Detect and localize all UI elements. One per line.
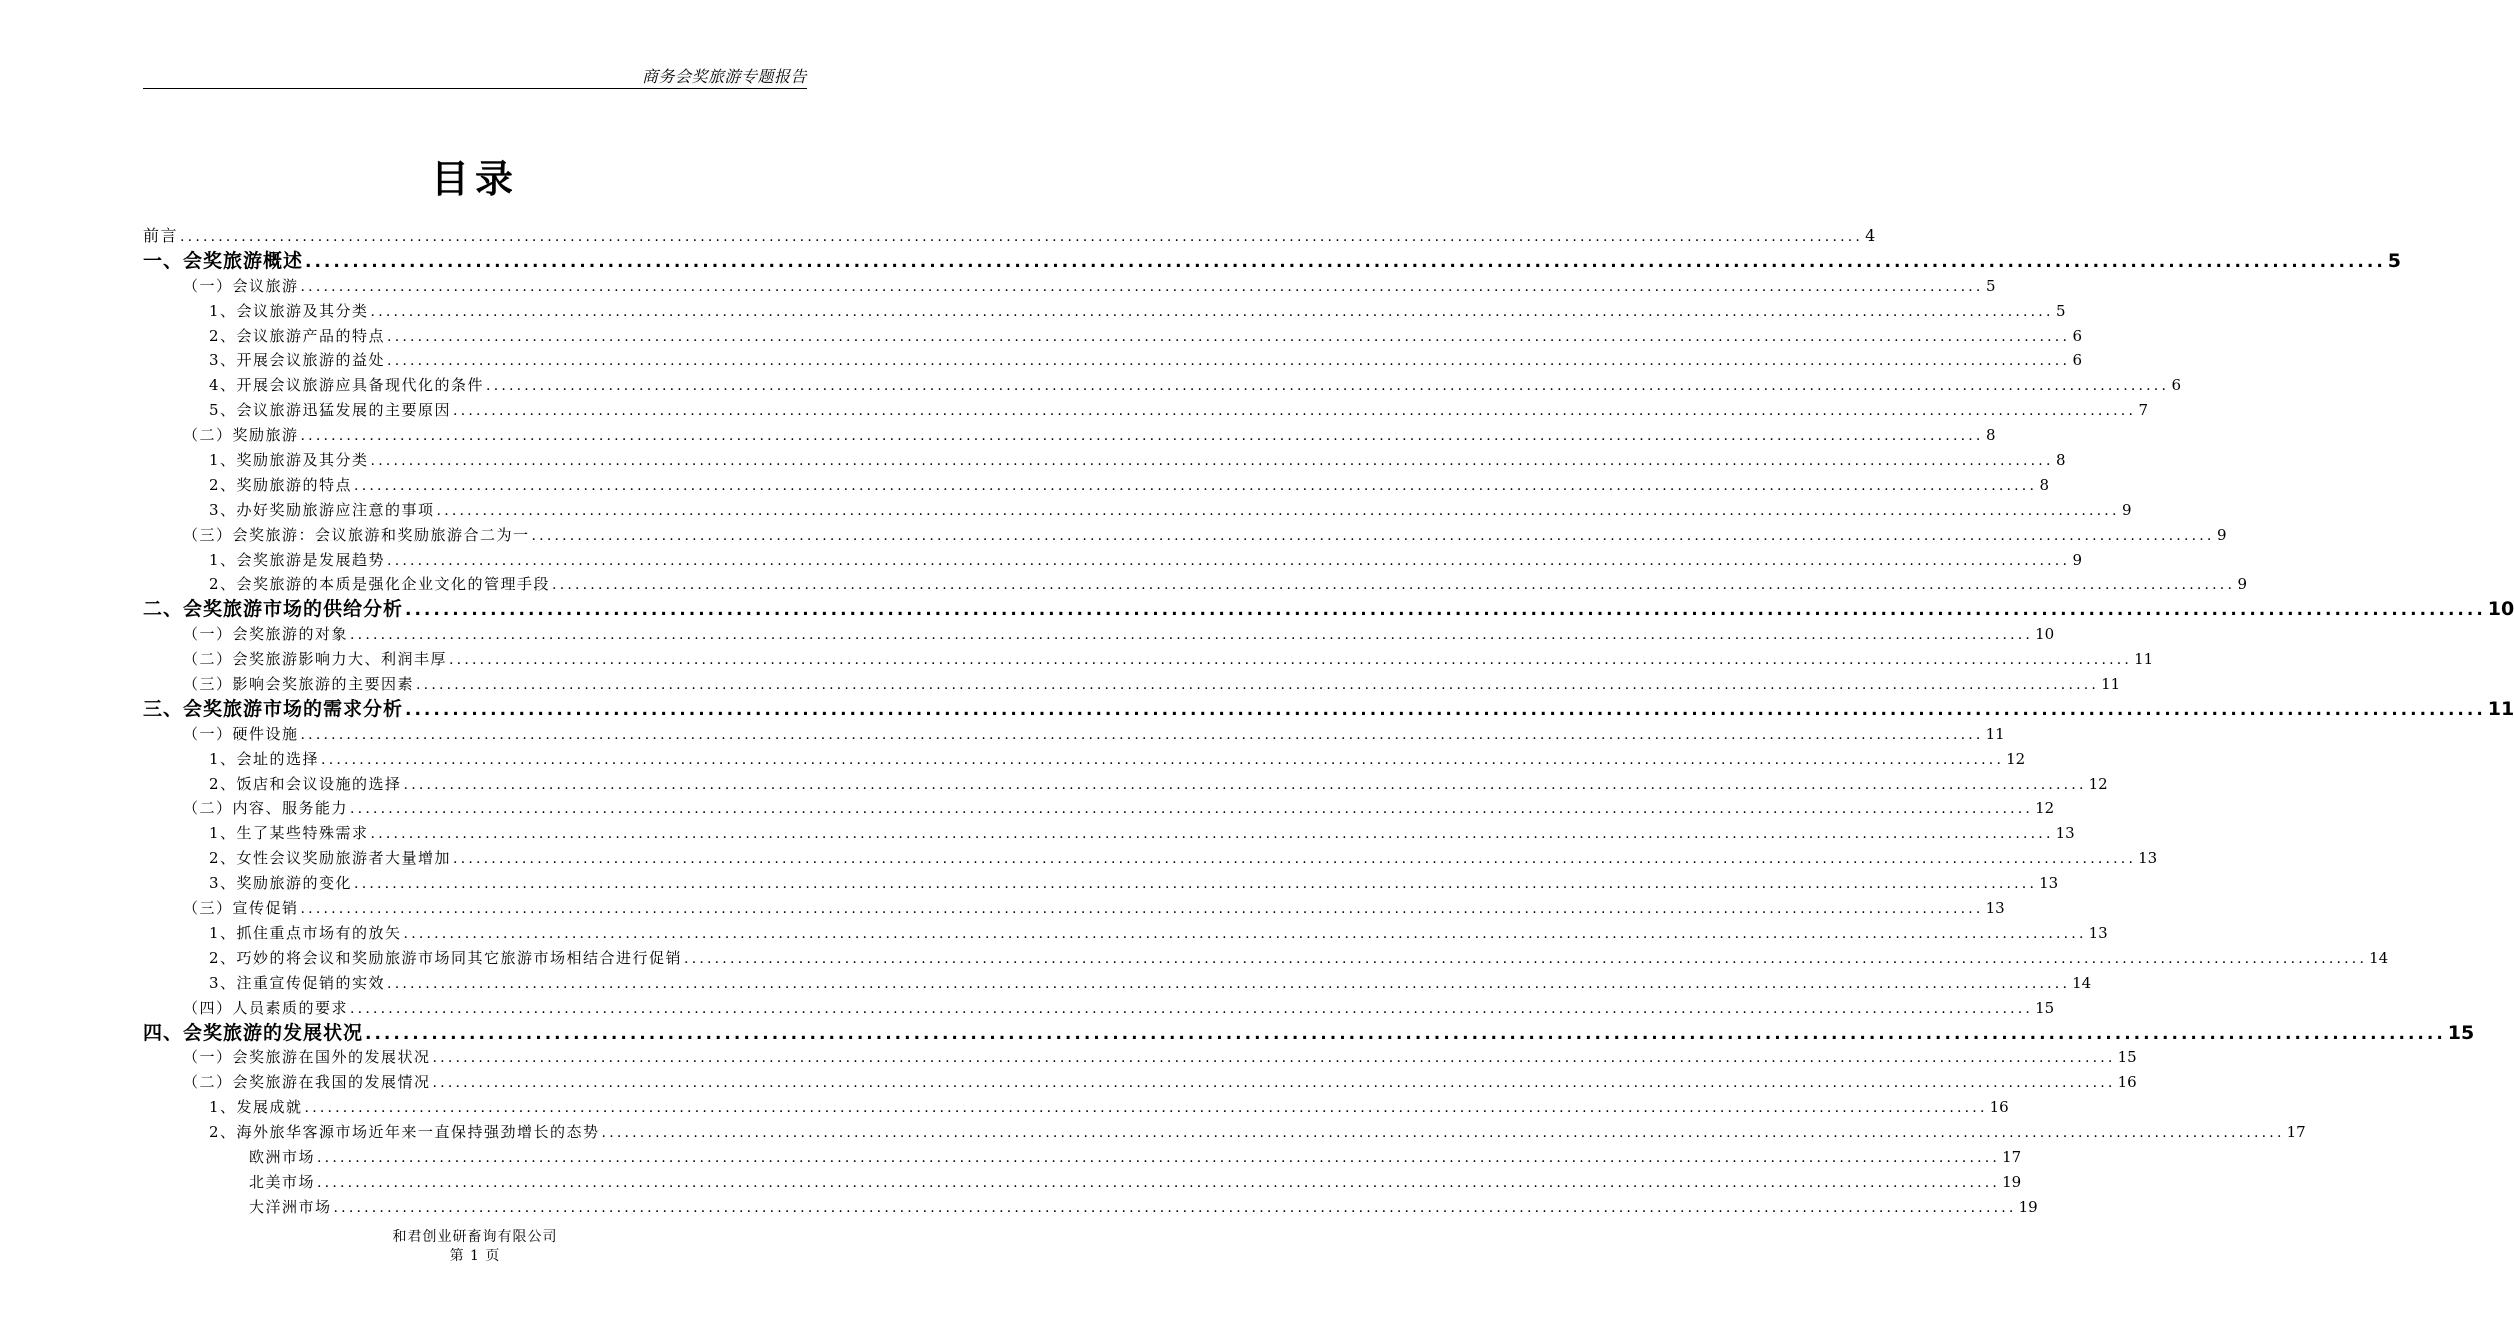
toc-entry[interactable] — [143, 1145, 2022, 1170]
toc-entry-label: 4、开展会议旅游应具备现代化的条件 — [209, 376, 485, 395]
table-of-contents — [143, 224, 2514, 1220]
toc-entry-page: 13 — [2088, 923, 2108, 942]
toc-leader-dots: ............................................................................................................................................................................................................................ — [486, 378, 2170, 395]
toc-entry-page: 10 — [2035, 625, 2055, 644]
page-title: 目录 — [430, 157, 519, 201]
toc-entry[interactable] — [143, 1195, 2038, 1220]
toc-entry-label: 3、办好奖励旅游应注意的事项 — [209, 500, 435, 519]
toc-entry-page: 12 — [2006, 749, 2026, 768]
toc-entry-page: 11 — [2134, 650, 2154, 669]
toc-entry-page: 5 — [1986, 276, 1996, 295]
toc-leader-dots: ............................................................................................................................................................................................................................ — [387, 552, 2071, 569]
toc-entry-label: 大洋洲市场 — [249, 1197, 332, 1216]
toc-entry[interactable] — [143, 896, 2005, 921]
toc-leader-dots: ............................................................................................................................................................................................................................ — [354, 876, 2038, 893]
toc-entry-page: 16 — [1989, 1098, 2009, 1117]
toc-entry[interactable] — [143, 946, 2389, 971]
toc-entry-page: 9 — [2217, 525, 2227, 544]
toc-entry[interactable] — [143, 647, 2154, 672]
toc-entry-label: 2、女性会议奖励旅游者大量增加 — [209, 849, 452, 868]
toc-entry-page: 11 — [1985, 724, 2005, 743]
toc-entry[interactable] — [143, 224, 1876, 249]
toc-entry-label: 欧洲市场 — [249, 1147, 316, 1166]
footer-page-number: 第 1 页 — [449, 1248, 501, 1264]
toc-entry[interactable] — [143, 1070, 2137, 1095]
toc-entry-label: （二）内容、服务能力 — [183, 799, 349, 818]
toc-leader-dots: ............................................................................................................................................................................................................................ — [304, 1100, 1988, 1117]
toc-leader-dots: ............................................................................................................................................................................................................................ — [300, 278, 1984, 295]
page-header — [143, 62, 807, 89]
toc-entry-label: 1、会议旅游及其分类 — [209, 301, 369, 320]
toc-leader-dots: ............................................................................................................................................................................................................................ — [333, 1199, 2017, 1216]
toc-leader-dots: ............................................................................................................................................................................................................................ — [387, 328, 2071, 345]
toc-entry-label: 3、注重宣传促销的实效 — [209, 973, 386, 992]
toc-entry-label: 北美市场 — [249, 1172, 316, 1191]
toc-leader-dots: ............................................................................................................................................................................................................................ — [405, 600, 2486, 621]
toc-entry-label: 1、会奖旅游是发展趋势 — [209, 550, 386, 569]
toc-leader-dots: ............................................................................................................................................................................................................................ — [300, 901, 1984, 918]
toc-leader-dots: ............................................................................................................................................................................................................................ — [350, 627, 2034, 644]
toc-entry-label: 1、发展成就 — [209, 1098, 303, 1117]
toc-entry[interactable] — [143, 373, 2182, 398]
toc-entry[interactable] — [143, 597, 2514, 622]
toc-entry-label: 2、巧妙的将会议和奖励旅游市场同其它旅游市场相结合进行促销 — [209, 948, 683, 967]
toc-entry[interactable] — [143, 622, 2055, 647]
toc-leader-dots: ............................................................................................................................................................................................................................ — [432, 1075, 2116, 1092]
toc-leader-dots: ............................................................................................................................................................................................................................ — [305, 251, 2386, 272]
page-footer — [0, 1228, 950, 1266]
toc-entry[interactable] — [143, 572, 2248, 597]
toc-entry-page: 8 — [1986, 426, 1996, 445]
toc-leader-dots: ............................................................................................................................................................................................................................ — [387, 353, 2071, 370]
toc-entry[interactable] — [143, 249, 2402, 274]
toc-entry[interactable] — [143, 921, 2108, 946]
toc-entry-label: 二、会奖旅游市场的供给分析 — [143, 598, 404, 621]
toc-entry-page: 14 — [2369, 948, 2389, 967]
toc-leader-dots: ............................................................................................................................................................................................................................ — [370, 453, 2054, 470]
toc-leader-dots: ............................................................................................................................................................................................................................ — [317, 1149, 2001, 1166]
toc-entry-label: 三、会奖旅游市场的需求分析 — [143, 697, 404, 720]
toc-entry[interactable] — [143, 1095, 2009, 1120]
toc-entry[interactable] — [143, 772, 2108, 797]
toc-entry-label: 1、生了某些特殊需求 — [209, 824, 369, 843]
toc-entry[interactable] — [143, 274, 1996, 299]
toc-leader-dots: ............................................................................................................................................................................................................................ — [432, 1050, 2116, 1067]
toc-entry-page: 15 — [2447, 1021, 2475, 1044]
toc-entry-page: 13 — [2055, 824, 2075, 843]
toc-entry-page: 13 — [2138, 849, 2158, 868]
toc-entry[interactable] — [143, 299, 2066, 324]
toc-entry-page: 19 — [2002, 1172, 2022, 1191]
toc-entry[interactable] — [143, 722, 2005, 747]
toc-entry[interactable] — [143, 423, 1996, 448]
toc-entry-label: 前言 — [143, 226, 179, 245]
toc-leader-dots: ............................................................................................................................................................................................................................ — [370, 303, 2054, 320]
toc-entry-label: 一、会奖旅游概述 — [143, 249, 304, 272]
toc-entry-label: 2、会议旅游产品的特点 — [209, 326, 386, 345]
toc-entry[interactable] — [143, 796, 2055, 821]
toc-entry[interactable] — [143, 523, 2227, 548]
toc-entry-page: 7 — [2138, 401, 2149, 420]
toc-entry-label: 1、抓住重点市场有的放矢 — [209, 923, 402, 942]
toc-entry[interactable] — [143, 871, 2059, 896]
toc-leader-dots: ............................................................................................................................................................................................................................ — [405, 699, 2486, 720]
toc-leader-dots: ............................................................................................................................................................................................................................ — [403, 776, 2087, 793]
toc-entry-label: 2、饭店和会议设施的选择 — [209, 774, 402, 793]
toc-entry[interactable] — [143, 697, 2514, 722]
toc-entry[interactable] — [143, 1170, 2022, 1195]
toc-entry[interactable] — [143, 448, 2066, 473]
toc-entry-label: （一）会奖旅游在国外的发展状况 — [183, 1048, 431, 1067]
toc-leader-dots: ............................................................................................................................................................................................................................ — [300, 726, 1984, 743]
toc-leader-dots: ............................................................................................................................................................................................................................ — [684, 950, 2368, 967]
toc-leader-dots: ............................................................................................................................................................................................................................ — [321, 751, 2005, 768]
toc-entry-page: 17 — [2286, 1123, 2306, 1142]
toc-entry-label: 四、会奖旅游的发展状况 — [143, 1021, 364, 1044]
toc-leader-dots: ............................................................................................................................................................................................................................ — [416, 677, 2100, 694]
toc-leader-dots: ............................................................................................................................................................................................................................ — [317, 1174, 2001, 1191]
toc-entry-page: 9 — [2122, 500, 2132, 519]
toc-entry-label: （一）会奖旅游的对象 — [183, 625, 349, 644]
footer-company: 和君创业研畜询有限公司 — [392, 1229, 558, 1245]
toc-entry[interactable] — [143, 672, 2121, 697]
toc-entry-label: （二）会奖旅游影响力大、利润丰厚 — [183, 650, 448, 669]
toc-entry-label: 3、奖励旅游的变化 — [209, 874, 353, 893]
toc-leader-dots: ............................................................................................................................................................................................................................ — [300, 428, 1984, 445]
toc-entry-page: 4 — [1865, 226, 1876, 245]
toc-entry[interactable] — [143, 996, 2055, 1021]
toc-entry-label: （一）会议旅游 — [183, 276, 299, 295]
toc-entry-page: 9 — [2237, 575, 2248, 594]
toc-entry-label: （三）影响会奖旅游的主要因素 — [183, 675, 415, 694]
toc-entry-page: 13 — [2039, 874, 2059, 893]
toc-entry[interactable] — [143, 348, 2083, 373]
toc-entry-page: 11 — [2101, 675, 2121, 694]
toc-entry[interactable] — [143, 1045, 2137, 1070]
toc-leader-dots: ............................................................................................................................................................................................................................ — [453, 403, 2137, 420]
toc-entry-label: （二）会奖旅游在我国的发展情况 — [183, 1073, 431, 1092]
toc-leader-dots: ............................................................................................................................................................................................................................ — [453, 851, 2137, 868]
toc-entry-label: （四）人员素质的要求 — [183, 998, 349, 1017]
toc-leader-dots: ............................................................................................................................................................................................................................ — [552, 577, 2236, 594]
toc-entry[interactable] — [143, 398, 2149, 423]
toc-leader-dots: ............................................................................................................................................................................................................................ — [601, 1125, 2285, 1142]
toc-entry-page: 6 — [2072, 351, 2083, 370]
toc-entry-page: 16 — [2117, 1073, 2137, 1092]
toc-entry-label: 3、开展会议旅游的益处 — [209, 351, 386, 370]
toc-entry-label: （二）奖励旅游 — [183, 426, 299, 445]
toc-entry-page: 19 — [2018, 1197, 2038, 1216]
toc-entry[interactable] — [143, 498, 2132, 523]
toc-entry[interactable] — [143, 747, 2026, 772]
toc-entry-page: 15 — [2117, 1048, 2137, 1067]
toc-entry[interactable] — [143, 846, 2158, 871]
toc-leader-dots: ............................................................................................................................................................................................................................ — [365, 1023, 2446, 1044]
toc-leader-dots: ............................................................................................................................................................................................................................ — [403, 925, 2087, 942]
toc-entry-page: 15 — [2035, 998, 2055, 1017]
toc-entry[interactable] — [143, 473, 2050, 498]
toc-entry-label: 1、奖励旅游及其分类 — [209, 451, 369, 470]
toc-entry-page: 5 — [2387, 249, 2402, 272]
toc-entry-page: 12 — [2035, 799, 2055, 818]
toc-entry-page: 6 — [2072, 326, 2083, 345]
toc-entry-label: 2、海外旅华客源市场近年来一直保持强劲增长的态势 — [209, 1123, 600, 1142]
toc-entry-page: 13 — [1985, 899, 2005, 918]
toc-leader-dots: ............................................................................................................................................................................................................................ — [350, 1000, 2034, 1017]
toc-entry-page: 11 — [2487, 697, 2514, 720]
toc-leader-dots: ............................................................................................................................................................................................................................ — [449, 652, 2133, 669]
toc-leader-dots: ............................................................................................................................................................................................................................ — [387, 975, 2071, 992]
toc-entry-page: 17 — [2002, 1147, 2022, 1166]
toc-entry-page: 8 — [2039, 475, 2050, 494]
toc-entry[interactable] — [143, 324, 2083, 349]
toc-entry-page: 9 — [2072, 550, 2083, 569]
toc-entry-page: 10 — [2487, 598, 2514, 621]
toc-leader-dots: ............................................................................................................................................................................................................................ — [350, 801, 2034, 818]
running-title: 商务会奖旅游专题报告 — [641, 67, 807, 86]
toc-leader-dots: ............................................................................................................................................................................................................................ — [531, 527, 2215, 544]
toc-entry[interactable] — [143, 1120, 2306, 1145]
toc-entry-page: 5 — [2056, 301, 2066, 320]
toc-leader-dots: ............................................................................................................................................................................................................................ — [370, 826, 2054, 843]
toc-entry-page: 14 — [2072, 973, 2092, 992]
toc-entry-page: 12 — [2088, 774, 2108, 793]
toc-entry-label: （一）硬件设施 — [183, 724, 299, 743]
toc-entry[interactable] — [143, 971, 2092, 996]
toc-entry-page: 8 — [2056, 451, 2066, 470]
toc-leader-dots: ............................................................................................................................................................................................................................ — [180, 229, 1864, 245]
toc-entry-label: 5、会议旅游迅猛发展的主要原因 — [209, 401, 452, 420]
toc-entry-label: 2、会奖旅游的本质是强化企业文化的管理手段 — [209, 575, 551, 594]
toc-entry-label: （三）宣传促销 — [183, 899, 299, 918]
toc-entry-page: 6 — [2171, 376, 2182, 395]
toc-leader-dots: ............................................................................................................................................................................................................................ — [354, 477, 2038, 494]
toc-entry[interactable] — [143, 1021, 2475, 1046]
toc-entry[interactable] — [143, 548, 2083, 573]
toc-entry-label: （三）会奖旅游：会议旅游和奖励旅游合二为一 — [183, 525, 530, 544]
toc-entry-label: 2、奖励旅游的特点 — [209, 475, 353, 494]
toc-leader-dots: ............................................................................................................................................................................................................................ — [436, 502, 2120, 519]
toc-entry-label: 1、会址的选择 — [209, 749, 320, 768]
toc-entry[interactable] — [143, 821, 2075, 846]
